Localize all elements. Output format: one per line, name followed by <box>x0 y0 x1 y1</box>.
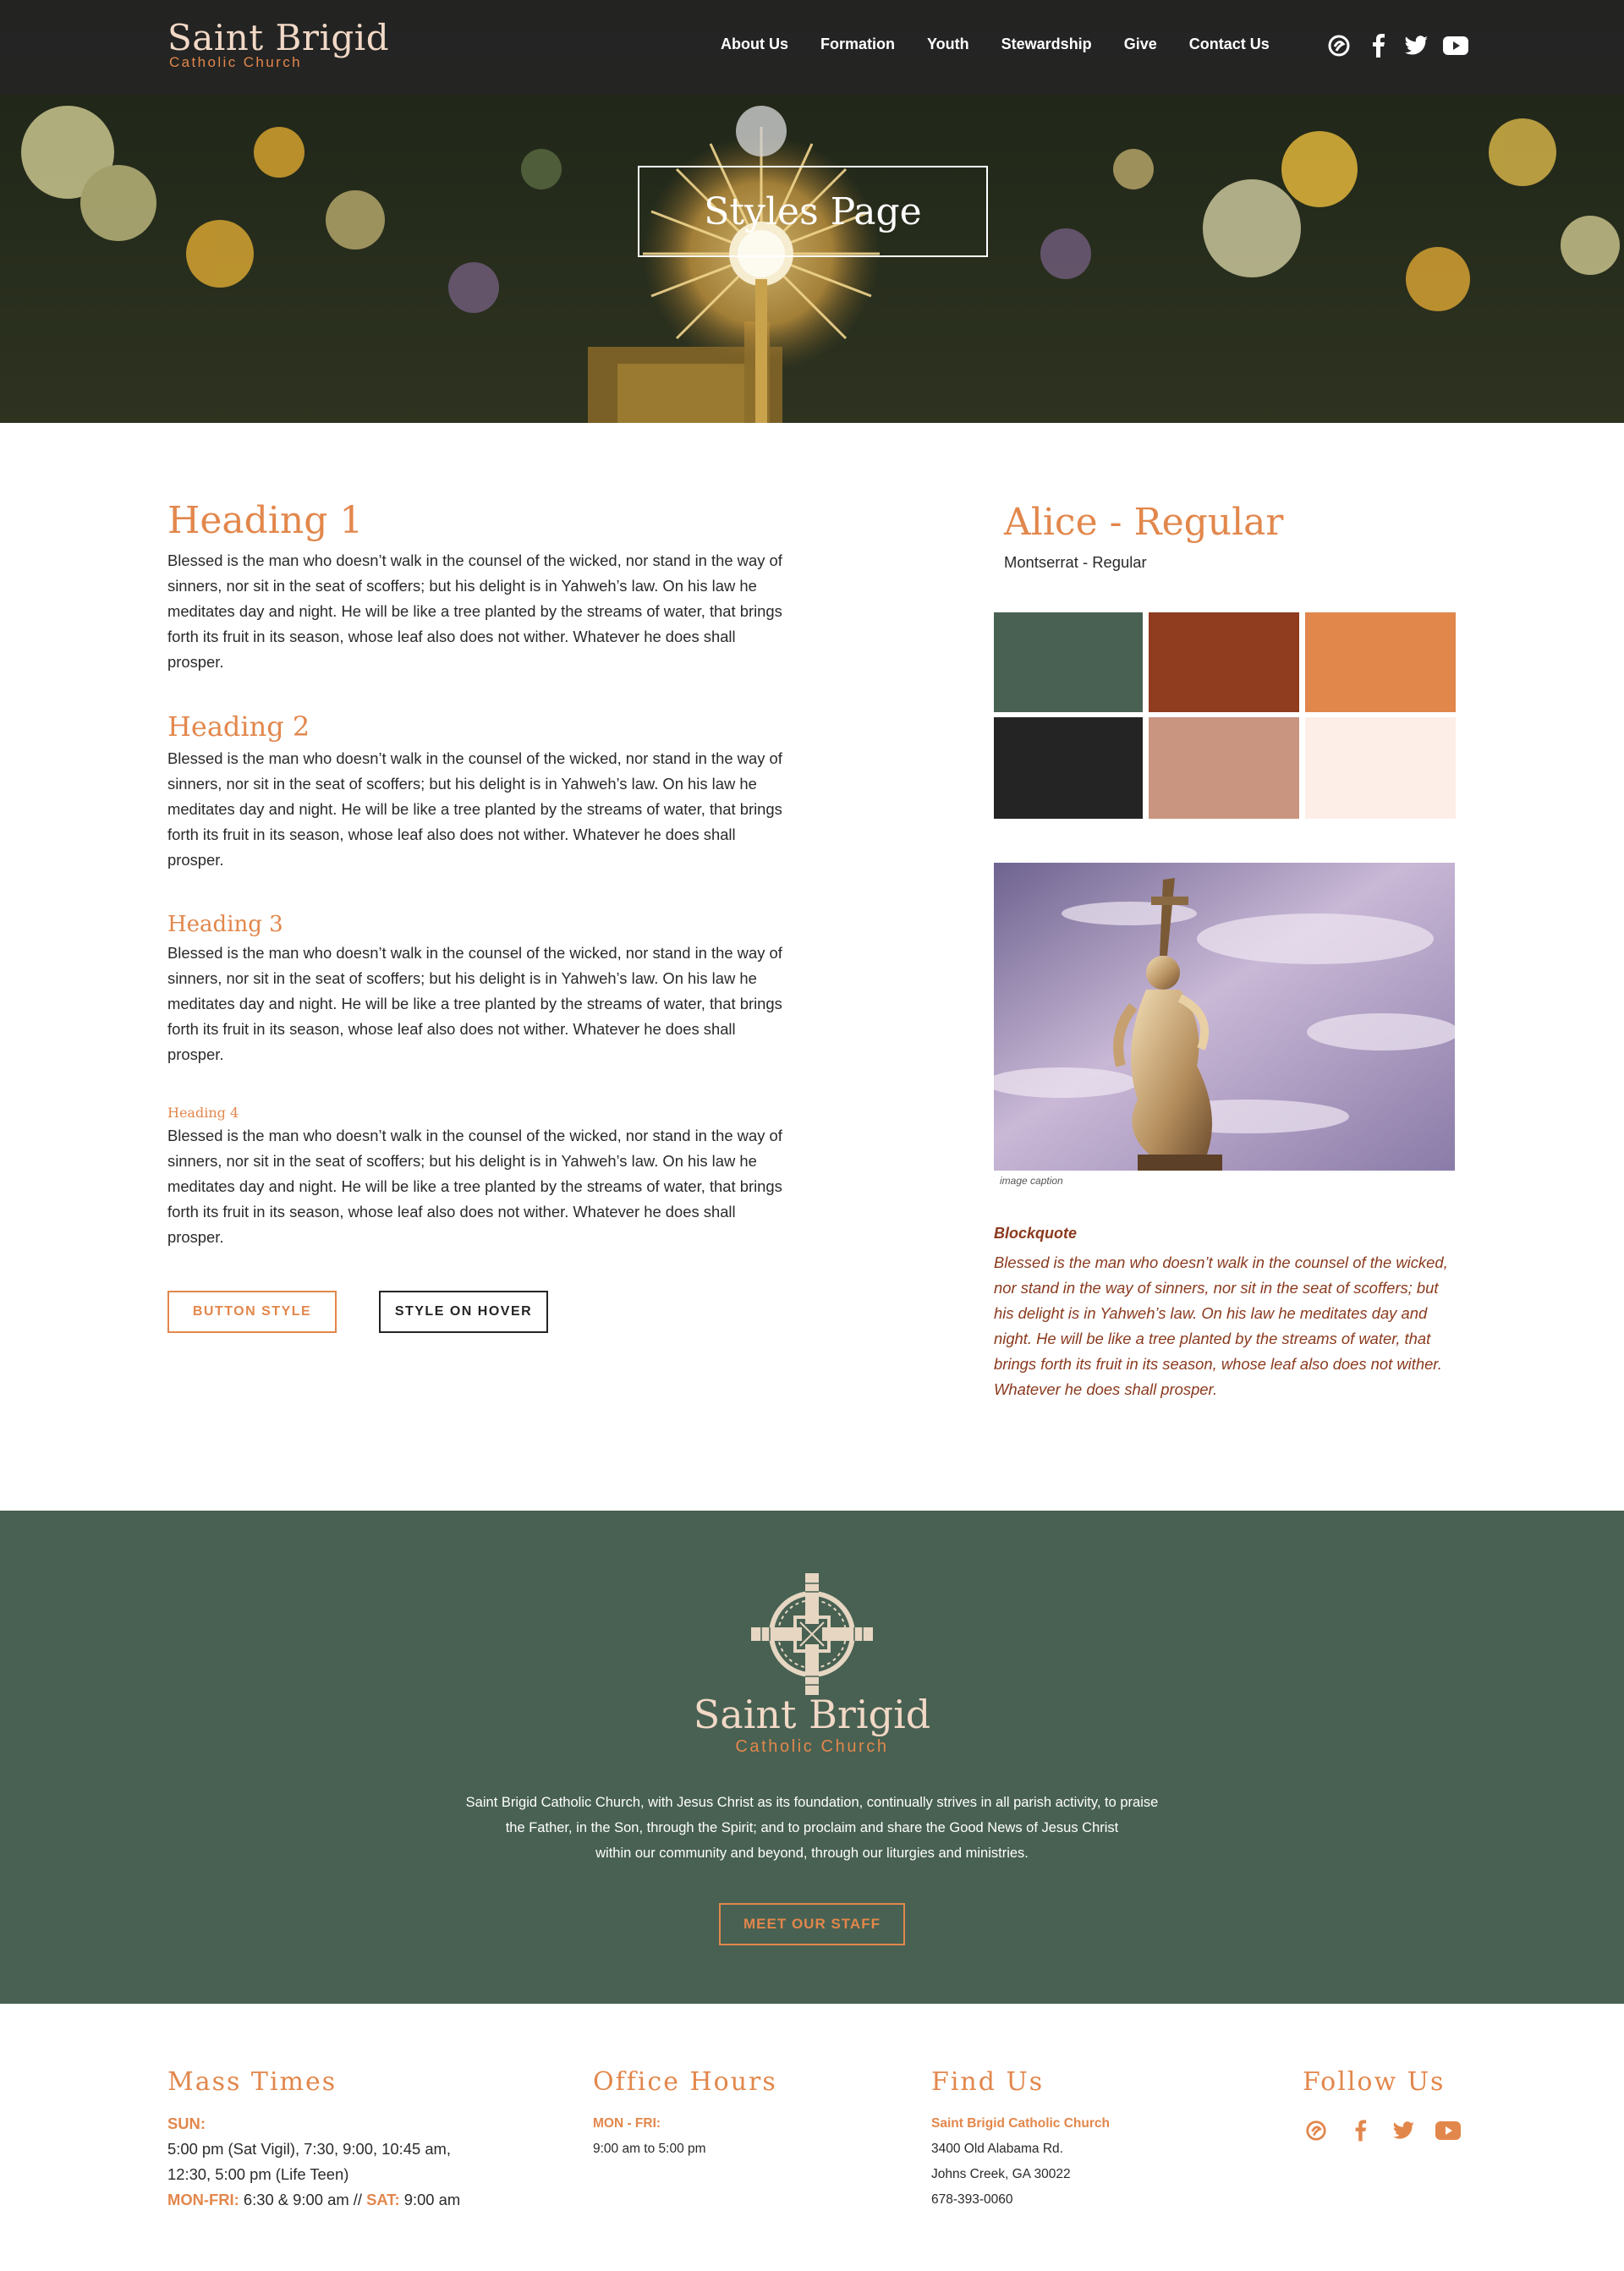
hero <box>0 0 1624 423</box>
nav-item-about-us[interactable]: About Us <box>721 36 788 52</box>
mon-fri-times: 6:30 & 9:00 am // <box>243 2191 362 2208</box>
phone-number[interactable]: 678-393-0060 <box>931 2192 1013 2207</box>
flocknote-icon[interactable] <box>1303 2118 1330 2143</box>
sample-image <box>994 863 1455 1171</box>
body-text: Blessed is the man who doesn’t walk in the counsel of the wicked, nor stand in the way of sinners, nor sit in the seat of scoffers; but his delight is in Yahweh’s law. On his law he meditates day and night. He will be like a tree planted by the streams of water, that brings forth its fruit in its season, whose leaf also does not wither. Whatever he does shall prosper. <box>167 551 782 671</box>
office-hours-title: Office Hours <box>593 2067 777 2097</box>
heading-3: Heading 3 <box>167 912 283 937</box>
twitter-icon[interactable] <box>1404 32 1429 59</box>
logo-name: Saint Brigid <box>167 17 390 58</box>
find-us-body <box>931 2111 1202 2213</box>
meet-our-staff-button[interactable]: MEET OUR STAFF <box>719 1903 905 1945</box>
follow-us <box>1303 2065 1472 2143</box>
heading-4-block <box>167 1103 785 1250</box>
sun-times-2: 12:30, 5:00 pm (Life Teen) <box>167 2165 349 2183</box>
site-logo[interactable] <box>167 19 389 71</box>
office-hours <box>593 2065 847 2162</box>
flocknote-icon[interactable] <box>1326 32 1352 59</box>
nav-item-contact-us[interactable]: Contact Us <box>1188 36 1270 52</box>
find-us-title: Find Us <box>931 2067 1045 2097</box>
button-samples <box>167 1291 548 1333</box>
heading-font-sample: Alice - Regular <box>1004 501 1284 544</box>
body-text: Blessed is the man who doesn’t walk in the counsel of the wicked, nor stand in the way of sinners, nor sit in the seat of scoffers; but his delight is in Yahweh’s law. On his law he meditates day and night. He will be like a tree planted by the streams of water, that brings forth its fruit in its season, whose leaf also does not wither. Whatever he does shall prosper. <box>167 1127 782 1246</box>
heading-3-block <box>167 908 785 1067</box>
heading-1: Heading 1 <box>167 499 364 542</box>
address-line-2: Johns Creek, GA 30022 <box>931 2167 1071 2181</box>
facebook-icon[interactable] <box>1347 2118 1374 2143</box>
swatch-orange <box>1305 612 1456 712</box>
mission-line: within our community and beyond, through our liturgies and ministries. <box>595 1846 1029 1861</box>
nav-item-youth[interactable]: Youth <box>927 36 969 52</box>
swatch-dusty-rose <box>1149 717 1299 819</box>
find-us <box>931 2065 1202 2213</box>
mission-statement <box>389 1790 1235 1866</box>
band-logo-subtitle: Catholic Church <box>735 1737 889 1756</box>
top-navigation-bar <box>0 0 1624 95</box>
sun-times-1: 5:00 pm (Sat Vigil), 7:30, 9:00, 10:45 am, <box>167 2140 451 2158</box>
saint-brigid-cross-icon <box>744 1566 880 1702</box>
band-logo-name: Saint Brigid <box>693 1692 931 1737</box>
image-caption: image caption <box>1000 1175 1063 1187</box>
mission-band <box>0 1511 1624 2004</box>
address-line-1: 3400 Old Alabama Rd. <box>931 2142 1063 2156</box>
mission-line: the Father, in the Son, through the Spirit; and to proclaim and share the Good News of Jesus Christ <box>505 1820 1119 1835</box>
sat-times: 9:00 am <box>403 2191 461 2208</box>
facebook-icon[interactable] <box>1365 32 1391 59</box>
youtube-icon[interactable] <box>1443 32 1468 59</box>
church-name-link[interactable]: Saint Brigid Catholic Church <box>931 2116 1110 2131</box>
color-swatches <box>994 612 1457 819</box>
heading-1-block <box>167 496 785 675</box>
logo-subtitle: Catholic Church <box>169 54 302 70</box>
heading-4: Heading 4 <box>167 1105 239 1121</box>
nav-item-stewardship[interactable]: Stewardship <box>1001 36 1092 52</box>
footer-social-icons <box>1303 2118 1472 2143</box>
nav-item-formation[interactable]: Formation <box>820 36 895 52</box>
mass-times <box>167 2065 540 2213</box>
office-hours-times: 9:00 am to 5:00 pm <box>593 2142 706 2156</box>
sun-label: SUN: <box>167 2115 206 2132</box>
body-font-sample: Montserrat - Regular <box>1004 553 1147 571</box>
twitter-icon[interactable] <box>1391 2118 1418 2143</box>
mass-times-body <box>167 2111 540 2213</box>
follow-us-title: Follow Us <box>1303 2067 1446 2097</box>
header-social-icons <box>1326 32 1468 59</box>
office-days-label: MON - FRI: <box>593 2116 661 2131</box>
button-style-sample[interactable]: BUTTON STYLE <box>167 1291 337 1333</box>
body-text: Blessed is the man who doesn’t walk in the counsel of the wicked, nor stand in the way of sinners, nor sit in the seat of scoffers; but his delight is in Yahweh’s law. On his law he meditates day and night. He will be like a tree planted by the streams of water, that brings forth its fruit in its season, whose leaf also does not wither. Whatever he does shall prosper. <box>167 749 782 869</box>
sat-label: SAT: <box>366 2191 400 2208</box>
youtube-icon[interactable] <box>1435 2118 1462 2143</box>
nav-item-give[interactable]: Give <box>1123 36 1157 52</box>
mon-fri-label: MON-FRI: <box>167 2191 239 2208</box>
blockquote-text: Blessed is the man who doesn’t walk in the counsel of the wicked, nor stand in the way of sinners, nor sit in the seat of scoffers; but his delight is in Yahweh’s law. On his law he meditates day and night. He will be like a tree planted by the streams of water, that brings forth its fruit in its season, whose leaf also does not wither. Whatever he does shall prosper. <box>994 1253 1448 1398</box>
mission-line: Saint Brigid Catholic Church, with Jesus Christ as its foundation, continually strives in all parish activity, to praise <box>465 1795 1159 1810</box>
swatch-charcoal <box>994 717 1143 819</box>
blockquote-label: Blockquote <box>994 1225 1078 1242</box>
heading-2: Heading 2 <box>167 710 310 743</box>
swatch-rust <box>1149 612 1299 712</box>
mass-times-title: Mass Times <box>167 2067 337 2097</box>
heading-2-block <box>167 707 785 873</box>
hero-title-box <box>638 166 988 257</box>
style-guide-panel <box>994 496 1457 1398</box>
swatch-green <box>994 612 1143 712</box>
button-hover-sample[interactable]: STYLE ON HOVER <box>379 1291 548 1333</box>
main-nav <box>721 36 1302 53</box>
page-title: Styles Page <box>704 189 922 233</box>
swatch-blush <box>1305 717 1456 819</box>
body-text: Blessed is the man who doesn’t walk in the counsel of the wicked, nor stand in the way of sinners, nor sit in the seat of scoffers; but his delight is in Yahweh’s law. On his law he meditates day and night. He will be like a tree planted by the streams of water, that brings forth its fruit in its season, whose leaf also does not wither. Whatever he does shall prosper. <box>167 944 782 1063</box>
office-hours-body <box>593 2111 847 2162</box>
